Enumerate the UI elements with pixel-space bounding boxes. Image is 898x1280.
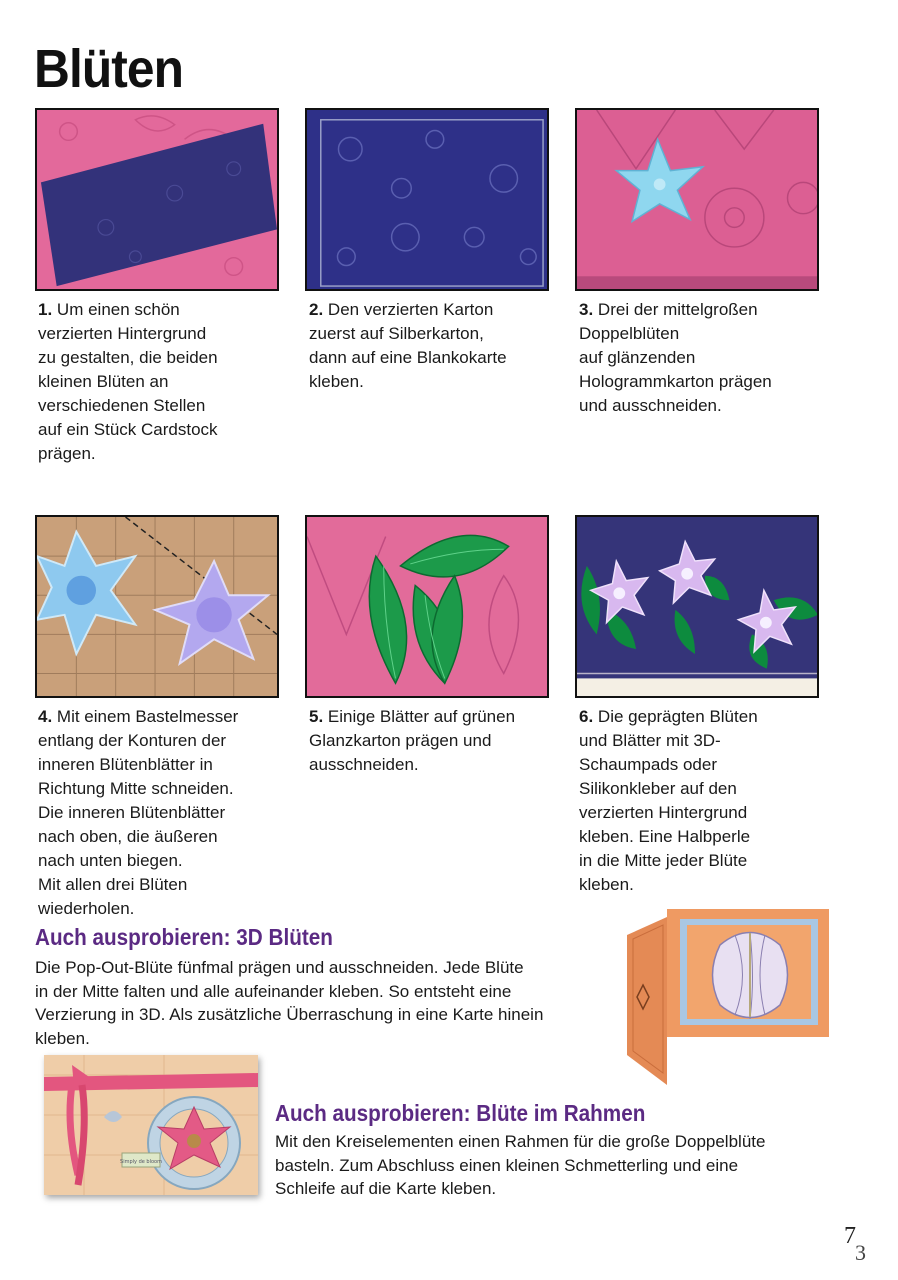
try-3d-heading: Auch ausprobieren: 3D Blüten bbox=[35, 924, 333, 950]
card-tag-text: Simply de bloom bbox=[120, 1159, 162, 1165]
try-frame-heading: Auch ausprobieren: Blüte im Rahmen bbox=[275, 1100, 646, 1126]
step-4-photo bbox=[35, 515, 279, 698]
3d-card-photo bbox=[625, 905, 835, 1087]
step-6-text: 6. Die geprägten Blüten und Blätter mit 3D- Schaumpads oder Silikonkleber auf den verzierten Hintergrund kleben. Eine Halbperle in die Mitte jeder Blüte kleben. bbox=[579, 707, 758, 894]
step-4-text: 4. Mit einem Bastelmesser entlang der Konturen der inneren Blütenblätter in Richtung Mitte schneiden. Die inneren Blütenblätter nach oben, die äußeren nach unten biegen. Mit allen drei Blüten wiederholen. bbox=[38, 707, 239, 918]
step-6-photo bbox=[575, 515, 819, 698]
page-number: 7 bbox=[844, 1223, 856, 1249]
page-title: Blüten bbox=[34, 39, 184, 99]
frame-card-photo bbox=[44, 1055, 258, 1195]
try-frame-text: Mit den Kreiselementen einen Rahmen für die große Doppelblüte basteln. Zum Abschluss einen kleinen Schmetterling und eine Schleife auf die Karte kleben. bbox=[275, 1132, 766, 1198]
page-number-shadow: 3 bbox=[855, 1240, 866, 1265]
step-5-text: 5. Einige Blätter auf grünen Glanzkarton prägen und ausschneiden. bbox=[309, 707, 516, 774]
step-3-text: 3. Drei der mittelgroßen Doppelblüten auf glänzenden Hologrammkarton prägen und ausschneiden. bbox=[579, 300, 772, 415]
step-2-text: 2. Den verzierten Karton zuerst auf Silberkarton, dann auf eine Blankokarte kleben. bbox=[309, 300, 507, 391]
step-2-photo bbox=[305, 108, 549, 291]
step-3-photo bbox=[575, 108, 819, 291]
step-1-photo bbox=[35, 108, 279, 291]
try-3d-text: Die Pop-Out-Blüte fünfmal prägen und ausschneiden. Jede Blüte in der Mitte falten und alle aufeinander kleben. So entsteht eine Verzierung in 3D. Als zusätzliche Überraschung in eine Karte hinein kleben. bbox=[35, 958, 544, 1048]
step-5-photo bbox=[305, 515, 549, 698]
step-1-text: 1. Um einen schön verzierten Hintergrund zu gestalten, die beiden kleinen Blüten an verschiedenen Stellen auf ein Stück Cardstock prägen. bbox=[38, 300, 218, 463]
